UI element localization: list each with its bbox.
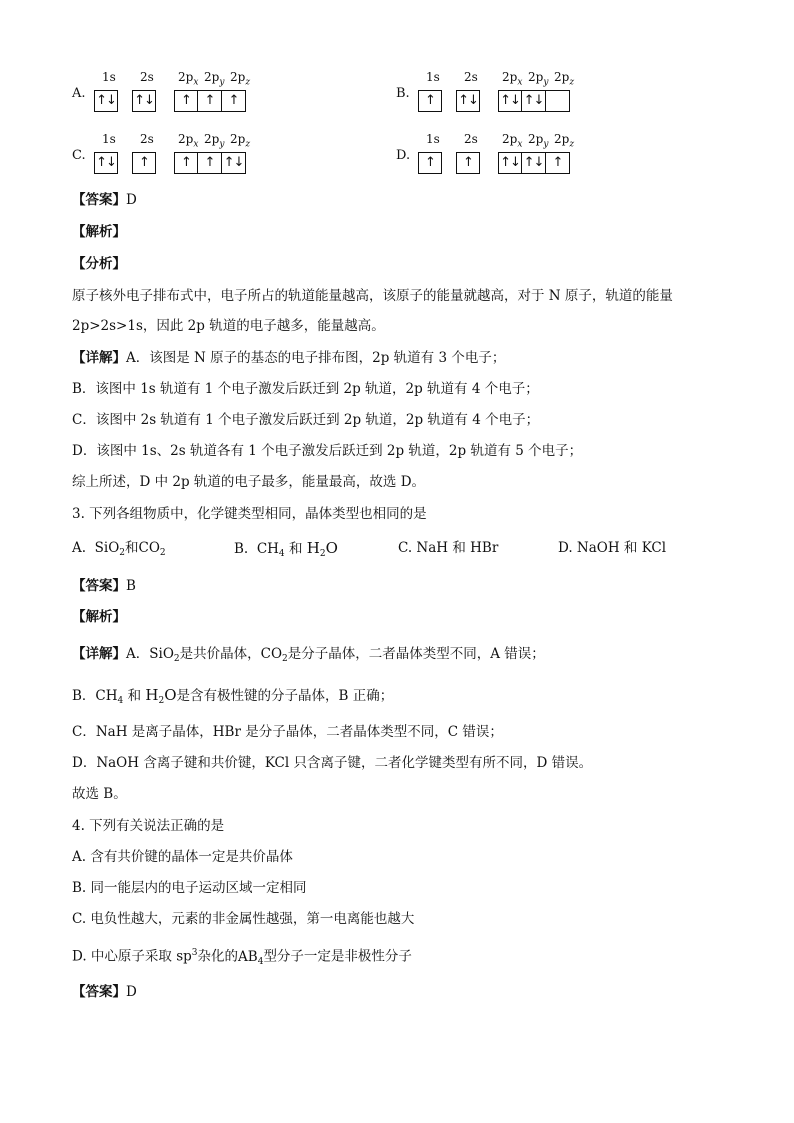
q3-conclusion: 故选 B。 (72, 786, 127, 802)
q2-detail-d: D．该图中 1s、2s 轨道各有 1 个电子激发后跃迁到 2p 轨道，2p 轨道有 5 个电子； (72, 443, 583, 459)
q3-detail-c: C．NaH 是离子晶体，HBr 是分子晶体，二者晶体类型不同，C 错误； (72, 724, 503, 740)
orbital-box: ↑↓ (456, 90, 480, 112)
orbital-label: $2p_y$ (528, 132, 549, 150)
orbital-box: ↑↓ (498, 90, 522, 112)
q2-detail-b: B．该图中 1s 轨道有 1 个电子激发后跃迁到 2p 轨道，2p 轨道有 4 个电子； (72, 381, 539, 397)
orbital-label: $2p_z$ (230, 70, 251, 88)
q3-detail-d: D．NaOH 含离子键和共价键，KCl 只含离子键，二者化学键类型有所不同，D 错误。 (72, 755, 593, 771)
orbital-box: ↑↓ (498, 152, 522, 174)
orbital-box: ↑↓ (522, 152, 546, 174)
q2-fenxi-line-1: 原子核外电子排布式中，电子所占的轨道能量越高，该原子的能量就越高，对于 N 原子，轨道的能量 (72, 288, 673, 304)
q3-answer: 【答案】B (72, 578, 136, 594)
orbital-label: $2p_x$ (178, 70, 199, 88)
orbital-label: $2p_x$ (502, 132, 523, 150)
q4-option-b: B. 同一能层内的电子运动区域一定相同 (72, 880, 307, 896)
q2-detail-a: 【详解】A．该图是 N 原子的基态的电子排布图，2p 轨道有 3 个电子； (72, 350, 506, 366)
orbital-label: $2p_z$ (554, 132, 575, 150)
orbital-label: 2s (140, 70, 154, 84)
answer-value: D (126, 192, 137, 208)
orbital-box: ↑↓ (94, 152, 118, 174)
orbital-box: ↑↓ (132, 90, 156, 112)
q3-option-a: A. SiO$_2$和$CO_2$ (72, 540, 166, 558)
q3-detail-b: B．$CH_4$ 和 $H_2O$是含有极性键的分子晶体，B 正确； (72, 686, 394, 706)
q4-option-a: A. 含有共价键的晶体一定是共价晶体 (72, 849, 293, 865)
option-letter: A. (72, 86, 86, 101)
orbital-label: $2p_y$ (204, 132, 225, 150)
orbital-box: ↑ (222, 90, 246, 112)
orbital-label: 1s (426, 70, 440, 84)
q2-answer (72, 190, 137, 210)
orbital-label: $2p_x$ (502, 70, 523, 88)
option-letter: C. (72, 148, 86, 163)
orbital-label: 1s (102, 132, 116, 146)
option-letter: B. (396, 86, 410, 101)
orbital-box: ↑ (418, 152, 442, 174)
answer-tag: 【答案】 (72, 192, 126, 208)
orbital-label: $2p_x$ (178, 132, 199, 150)
option-letter: D. (396, 148, 411, 163)
orbital-box: ↑↓ (222, 152, 246, 174)
q2-fenxi-tag: 【分析】 (72, 256, 126, 272)
orbital-box (546, 90, 570, 112)
orbital-label: 2s (464, 132, 478, 146)
orbital-label: 1s (102, 70, 116, 84)
orbital-box: ↑↓ (94, 90, 118, 112)
orbital-label: $2p_z$ (554, 70, 575, 88)
orbital-labels (418, 132, 588, 148)
q3-stem: 3. 下列各组物质中，化学键类型相同，晶体类型也相同的是 (72, 506, 427, 522)
orbital-label: $2p_y$ (528, 70, 549, 88)
orbital-label: 2s (464, 70, 478, 84)
q3-option-c: C. NaH 和 HBr (398, 540, 499, 556)
q4-option-c: C. 电负性越大，元素的非金属性越强，第一电离能也越大 (72, 911, 415, 927)
orbital-box: ↑ (418, 90, 442, 112)
q3-option-b: B. $CH_4$ 和 $H_2O$ (234, 539, 338, 559)
orbital-labels (94, 70, 264, 86)
orbital-label: $2p_z$ (230, 132, 251, 150)
orbital-label: 2s (140, 132, 154, 146)
q3-analysis-tag: 【解析】 (72, 609, 126, 625)
q2-summary: 综上所述，D 中 2p 轨道的电子最多，能量最高，故选 D。 (72, 474, 426, 490)
orbital-box: ↑ (132, 152, 156, 174)
orbital-box: ↑ (174, 90, 198, 112)
q2-analysis-tag: 【解析】 (72, 224, 126, 240)
orbital-labels (418, 70, 588, 86)
q2-fenxi-line-2: 2p>2s>1s，因此 2p 轨道的电子越多，能量越高。 (72, 318, 385, 334)
q3-detail-a: 【详解】A．SiO$_2$是共价晶体，$CO_2$是分子晶体，二者晶体类型不同，A 错误； (72, 646, 545, 664)
orbital-box: ↑ (198, 152, 222, 174)
q4-stem: 4. 下列有关说法正确的是 (72, 818, 225, 834)
orbital-labels (94, 132, 264, 148)
orbital-label: 1s (426, 132, 440, 146)
orbital-label: $2p_y$ (204, 70, 225, 88)
orbital-box: ↑ (546, 152, 570, 174)
orbital-box: ↑ (198, 90, 222, 112)
q3-option-d: D. NaOH 和 KCl (558, 540, 667, 556)
orbital-box: ↑↓ (522, 90, 546, 112)
orbital-box: ↑ (456, 152, 480, 174)
q4-answer: 【答案】D (72, 984, 137, 1000)
orbital-box: ↑ (174, 152, 198, 174)
q2-detail-c: C．该图中 2s 轨道有 1 个电子激发后跃迁到 2p 轨道，2p 轨道有 4 个电子； (72, 412, 540, 428)
q4-option-d: D. 中心原子采取 $sp^3$杂化的$AB_4$型分子一定是非极性分子 (72, 948, 412, 967)
